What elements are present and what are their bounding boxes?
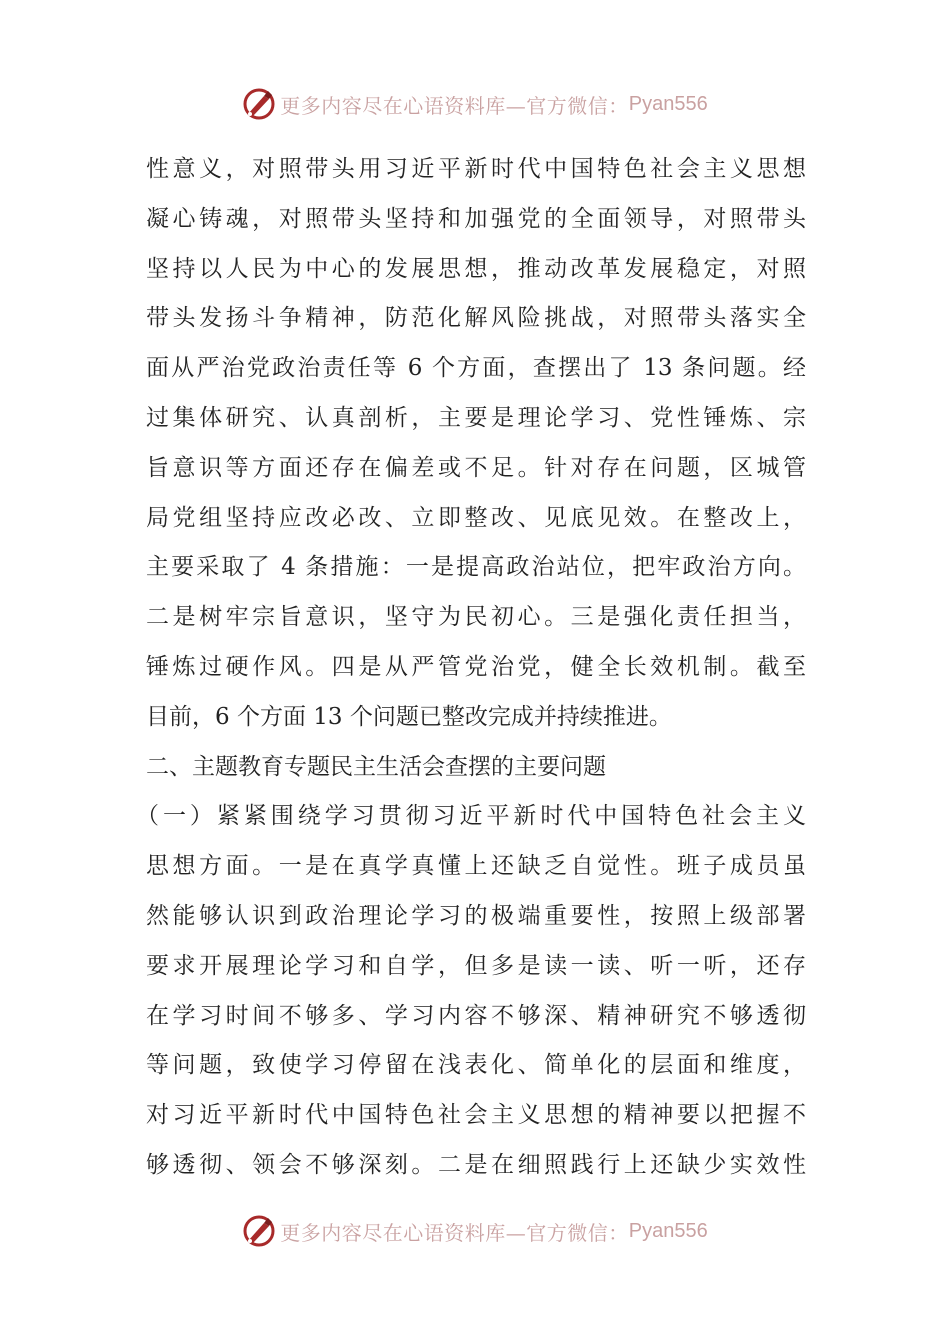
body-line-16: 然能够认识到政治理论学习的极端重要性，按照上级部署	[146, 902, 806, 929]
header-banner-text: 更多内容尽在心语资料库—官方微信：	[280, 93, 629, 118]
body-line-18: 在学习时间不够多、学习内容不够深、精神研究不够透彻	[146, 1002, 806, 1029]
body-line-8: 局党组坚持应改必改、立即整改、见底见效。在整改上，	[146, 504, 806, 531]
header-banner	[0, 84, 950, 124]
body-line-21: 够透彻、领会不够深刻。二是在细照践行上还缺少实效性	[146, 1151, 806, 1178]
body-line-15: 思想方面。一是在真学真懂上还缺乏自觉性。班子成员虽	[146, 853, 806, 880]
subsection-line-1: （一）紧紧围绕学习贯彻习近平新时代中国特色社会主义	[136, 803, 806, 830]
body-line-6: 过集体研究、认真剖析，主要是理论学习、党性锤炼、宗	[146, 404, 806, 431]
body-line-20: 对习近平新时代中国特色社会主义思想的精神要以把握不	[146, 1102, 806, 1129]
body-line-17: 要求开展理论学习和自学，但多是读一读、听一听，还存	[146, 952, 806, 979]
body-line-10: 二是树牢宗旨意识，坚守为民初心。三是强化责任担当，	[146, 604, 806, 631]
header-banner-wechat-id: Pyan556	[628, 92, 708, 115]
body-line-5: 面从严治党政治责任等 6 个方面，查摆出了 13 条问题。经	[146, 355, 806, 382]
footer-banner	[0, 1211, 950, 1251]
body-line-2: 凝心铸魂，对照带头坚持和加强党的全面领导，对照带头	[146, 205, 806, 232]
section-heading: 二、主题教育专题民主生活会查摆的主要问题	[146, 753, 606, 780]
body-line-19: 等问题，致使学习停留在浅表化、简单化的层面和维度，	[146, 1052, 806, 1079]
body-line-4: 带头发扬斗争精神，防范化解风险挑战，对照带头落实全	[146, 305, 806, 332]
pen-circle-logo-icon	[242, 1214, 276, 1248]
pen-circle-logo-icon	[242, 87, 276, 121]
body-line-7: 旨意识等方面还存在偏差或不足。针对存在问题，区城管	[146, 454, 806, 481]
footer-banner-text: 更多内容尽在心语资料库—官方微信：	[280, 1220, 629, 1245]
body-line-11: 锤炼过硬作风。四是从严管党治党，健全长效机制。截至	[146, 653, 806, 680]
footer-banner-wechat-id: Pyan556	[628, 1219, 708, 1242]
body-line-1: 性意义，对照带头用习近平新时代中国特色社会主义思想	[146, 156, 806, 182]
body-line-12: 目前，6 个方面 13 个问题已整改完成并持续推进。	[146, 703, 672, 730]
body-line-3: 坚持以人民为中心的发展思想，推动改革发展稳定，对照	[146, 255, 806, 282]
document-body	[136, 145, 806, 1191]
body-line-9: 主要采取了 4 条措施：一是提高政治站位，把牢政治方向。	[146, 554, 806, 581]
